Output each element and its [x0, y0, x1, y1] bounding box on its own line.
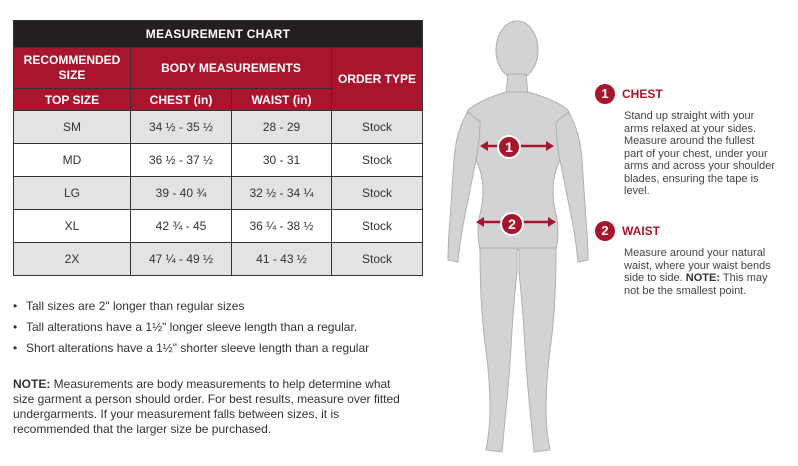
- header-waist: WAIST (in): [232, 89, 332, 111]
- chest-cell: 39 - 40 ¾: [131, 177, 232, 210]
- waist-note-text: This may not be the smallest point.: [624, 272, 768, 297]
- waist-legend-description: [624, 247, 776, 297]
- size-cell: MD: [14, 144, 131, 177]
- figure-head: [496, 21, 538, 79]
- figure-neck: [506, 74, 528, 94]
- order-cell: Stock: [332, 111, 423, 144]
- order-cell: Stock: [332, 177, 423, 210]
- table-row: [14, 111, 423, 144]
- header-recommended-size: RECOMMENDED SIZE: [14, 48, 131, 89]
- body-figure-illustration: [440, 10, 600, 462]
- order-cell: Stock: [332, 243, 423, 276]
- chest-legend-text: Stand up straight with your arms relaxed at your sides. Measure around the fullest part of your chest, under your arms and across your shoulder blades, ensuring the tape is level.: [624, 110, 776, 197]
- size-cell: SM: [14, 111, 131, 144]
- figure-right-leg: [519, 248, 556, 452]
- size-cell: 2X: [14, 243, 131, 276]
- chart-title: MEASUREMENT CHART: [14, 21, 423, 48]
- list-item: • Tall alterations have a 1½" longer sleeve length than a regular.: [13, 317, 369, 338]
- measurement-note: [13, 377, 413, 437]
- order-cell: Stock: [332, 144, 423, 177]
- waist-cell: 30 - 31: [232, 144, 332, 177]
- waist-cell: 36 ¼ - 38 ½: [232, 210, 332, 243]
- figure-left-leg: [480, 248, 517, 452]
- waist-legend-title: WAIST: [622, 223, 660, 238]
- waist-legend: [596, 221, 776, 297]
- waist-note-label: NOTE:: [685, 272, 720, 284]
- chest-number-badge: 1: [595, 84, 615, 104]
- waist-legend-text: Measure around your natural waist, where your waist bends side to side.: [624, 247, 771, 284]
- size-cell: LG: [14, 177, 131, 210]
- figure-left-arm: [448, 112, 480, 262]
- order-cell: Stock: [332, 210, 423, 243]
- table-row: [14, 177, 423, 210]
- waist-cell: 41 - 43 ½: [232, 243, 332, 276]
- list-item: • Short alterations have a 1½" shorter sleeve length than a regular: [13, 338, 369, 359]
- waist-cell: 28 - 29: [232, 111, 332, 144]
- header-top-size: TOP SIZE: [14, 89, 131, 111]
- header-chest: CHEST (in): [131, 89, 232, 111]
- waist-number-badge: 2: [595, 221, 615, 241]
- table-row: [14, 210, 423, 243]
- chest-cell: 34 ½ - 35 ½: [131, 111, 232, 144]
- waist-marker-number: 2: [508, 216, 516, 232]
- chest-cell: 42 ¾ - 45: [131, 210, 232, 243]
- chest-legend-title: CHEST: [622, 86, 663, 101]
- note-label: NOTE:: [13, 377, 51, 391]
- chest-cell: 36 ½ - 37 ½: [131, 144, 232, 177]
- figure-right-arm: [556, 112, 588, 262]
- chest-marker-number: 1: [505, 139, 513, 155]
- list-item: • Tall sizes are 2" longer than regular sizes: [13, 296, 369, 317]
- chest-cell: 47 ¼ - 49 ½: [131, 243, 232, 276]
- size-cell: XL: [14, 210, 131, 243]
- waist-cell: 32 ½ - 34 ¼: [232, 177, 332, 210]
- sizing-notes-list: [13, 296, 369, 359]
- chest-legend: [596, 84, 776, 198]
- table-row: [14, 243, 423, 276]
- note-text: Measurements are body measurements to help determine what size garment a person should order. For best results, measure over fitted undergarments. If your measurement falls between sizes, it is recommended that the larger size be purchased.: [13, 377, 400, 436]
- table-row: [14, 144, 423, 177]
- measurement-chart-table: [13, 20, 423, 276]
- header-body-measurements: BODY MEASUREMENTS: [131, 48, 332, 89]
- header-order-type: ORDER TYPE: [332, 48, 423, 111]
